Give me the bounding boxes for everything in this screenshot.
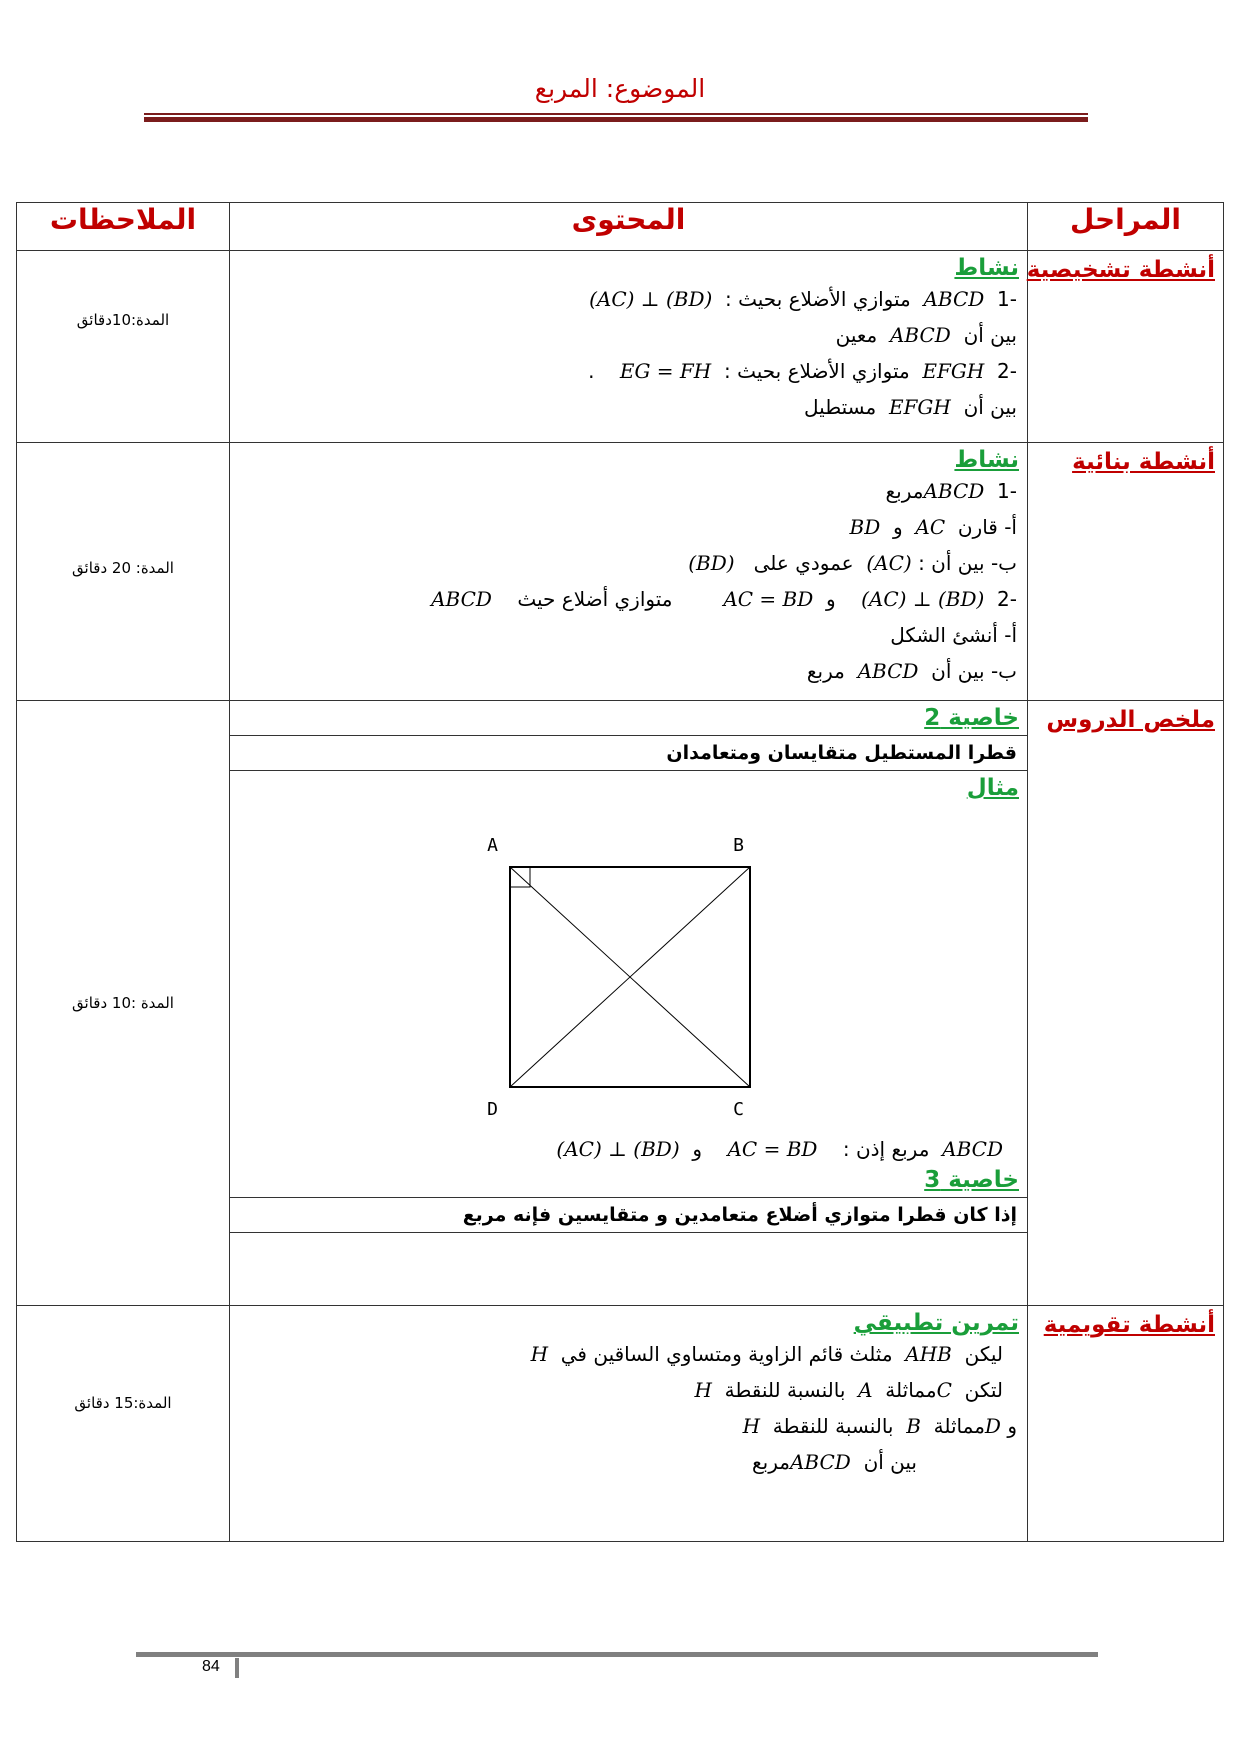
content-line: بين أن EFGH مستطيل [804, 395, 1017, 419]
content-line: ب- بين أن ABCD مربع [806, 659, 1017, 683]
header-content: المحتوى [230, 203, 1028, 251]
content-line: ليكن AHB مثلث قائم الزاوية ومتساوي الساقين في H [530, 1342, 1003, 1366]
activity-heading: نشاط [954, 255, 1019, 281]
square-figure [230, 801, 1027, 1131]
duration-label: المدة:15 دقائق [74, 1393, 172, 1412]
content-line: أ- قارن AC و BD [849, 515, 1017, 539]
content-cell [230, 701, 1028, 1306]
notes-cell [17, 701, 230, 1306]
property-2-text: قطرا المستطيل متقايسان ومتعامدان [230, 735, 1027, 771]
content-line: -2 EFGH متوازي الأضلاع بحيث : EG = FH . [588, 359, 1017, 383]
header-notes: الملاحظات [17, 203, 230, 251]
stage-cell [1028, 443, 1224, 701]
row-evaluation [17, 1306, 1224, 1542]
row-diagnostic [17, 251, 1224, 443]
page-title: الموضوع: المربع [534, 74, 706, 103]
content-line: لتكن Cمماثلة A بالنسبة للنقطة H [694, 1378, 1003, 1402]
content-line: ب- بين أن : (AC) عمودي على (BD) [688, 551, 1017, 575]
stage-cell [1028, 1306, 1224, 1542]
duration-label: المدة :10 دقائق [72, 994, 174, 1012]
content-line: -1 ABCD متوازي الأضلاع بحيث : (AC) ⊥ (BD) [589, 287, 1017, 311]
example-heading: مثال [966, 775, 1019, 801]
content-line: و Dمماثلة B بالنسبة للنقطة H [742, 1414, 1017, 1438]
stage-summary: ملخص الدروس [1046, 707, 1215, 733]
title-rule-thick [144, 117, 1088, 122]
row-summary [17, 701, 1224, 1306]
header-stages: المراحل [1028, 203, 1224, 251]
stage-diagnostic: أنشطة تشخيصية [1026, 257, 1215, 283]
lesson-table [16, 202, 1224, 1542]
property-3-text: إذا كان قطرا متوازي أضلاع متعامدين و متقايسين فإنه مربع [230, 1197, 1027, 1233]
content-line: -2 (AC) ⊥ (BD) و AC = BD متوازي أضلاع حيث ABCD [431, 587, 1017, 611]
square-diagram [230, 801, 1028, 1131]
page-number: 84 [202, 1658, 220, 1675]
content-cell [230, 1306, 1028, 1542]
content-line: بين أن ABCD معين [835, 323, 1017, 347]
notes-cell [17, 443, 230, 701]
content-line: أ- أنشئ الشكل [890, 623, 1017, 647]
content-line: بين أن ABCDمربع [752, 1450, 917, 1474]
stage-cell [1028, 251, 1224, 443]
duration-label: المدة:10دقائق [76, 310, 170, 329]
stage-constructive: أنشطة بنائية [1072, 449, 1215, 475]
content-cell [230, 443, 1028, 701]
property-2-heading: خاصية 2 [924, 705, 1019, 731]
vertex-label-b: B [733, 835, 744, 856]
vertex-label-d: D [487, 1099, 498, 1120]
stage-evaluation: أنشطة تقويمية [1043, 1312, 1215, 1338]
property-3-heading: خاصية 3 [924, 1167, 1019, 1193]
title-rule [144, 113, 1088, 115]
footer-tick [235, 1658, 239, 1678]
table-header-row [17, 203, 1224, 251]
vertex-label-c: C [733, 1099, 744, 1120]
notes-cell [17, 251, 230, 443]
row-constructive [17, 443, 1224, 701]
vertex-label-a: A [487, 835, 498, 856]
content-cell [230, 251, 1028, 443]
example-conclusion: ABCD مربع إذن : AC = BD و (AC) ⊥ (BD) [556, 1137, 1003, 1161]
duration-label: المدة: 20 دقائق [72, 558, 174, 577]
exercise-heading: تمرين تطبيقي [853, 1310, 1019, 1336]
content-line: -1 ABCDمربع [885, 479, 1017, 503]
stage-cell [1028, 701, 1224, 1306]
footer-rule [136, 1652, 1098, 1657]
activity-heading: نشاط [954, 447, 1019, 473]
notes-cell [17, 1306, 230, 1542]
